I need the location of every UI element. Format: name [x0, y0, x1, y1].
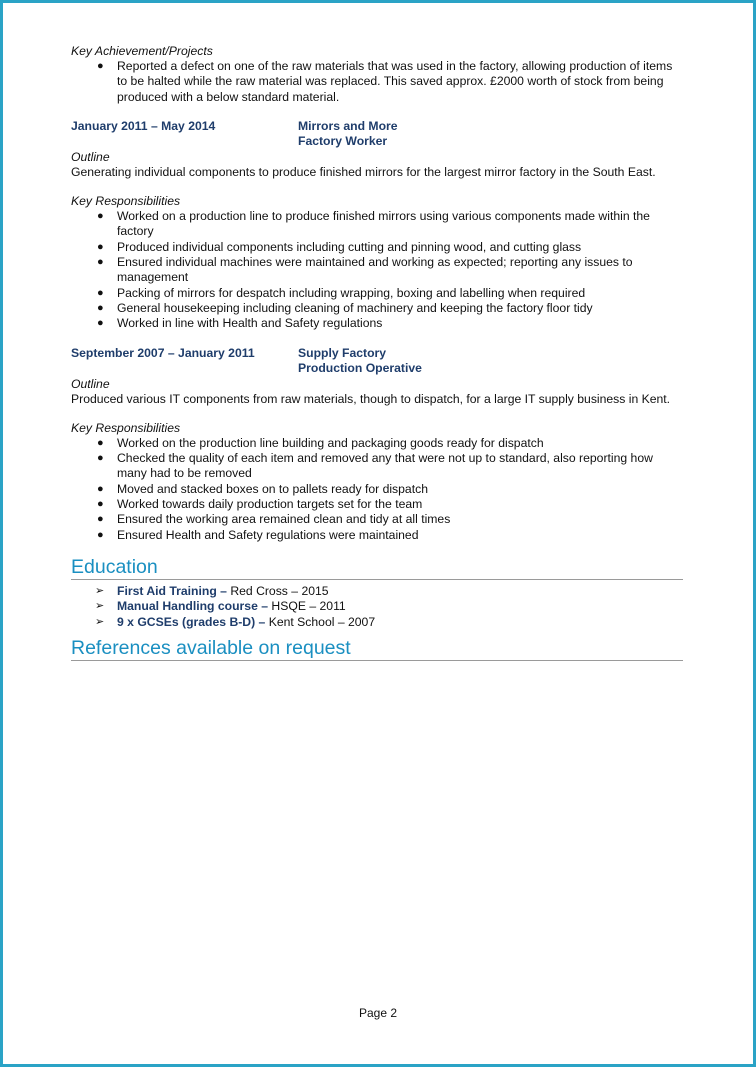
list-item: ● Packing of mirrors for despatch including wrapping, boxing and labelling when required [97, 285, 586, 300]
list-item: ● Produced individual components including cutting and pinning wood, and cutting glass [97, 239, 582, 254]
responsibilities-label: Key Responsibilities [71, 420, 181, 435]
responsibilities-label: Key Responsibilities [71, 194, 181, 209]
job-title: Factory Worker [298, 134, 388, 149]
responsibilities-list [71, 436, 683, 543]
job-outline: Produced various IT components from raw materials, though to dispatch, for a large IT supply business in Kent. [71, 391, 671, 406]
bullet-icon: ● [97, 210, 104, 223]
bullet-icon: ● [97, 286, 104, 299]
list-item: ➢ Manual Handling course – HSQE – 2011 [95, 599, 346, 614]
bullet-icon: ● [97, 528, 104, 541]
bullet-icon: ● [97, 60, 104, 72]
bullet-icon: ● [97, 256, 104, 269]
references-heading: References available on request [71, 636, 683, 661]
bullet-icon: ● [97, 452, 104, 465]
list-item: ● Worked towards daily production targets set for the team [97, 497, 423, 512]
bullet-icon: ● [97, 317, 104, 330]
job-title: Production Operative [298, 361, 422, 376]
education-heading: Education [71, 555, 683, 580]
bullet-icon: ● [97, 240, 104, 253]
list-item: ● Ensured the working area remained clean and tidy at all times [97, 512, 451, 527]
job-header [71, 346, 683, 377]
bullet-icon: ● [97, 436, 104, 449]
outline-label: Outline [71, 376, 110, 391]
list-item: ● Moved and stacked boxes on to pallets ready for dispatch [97, 481, 428, 496]
job-header [71, 119, 683, 150]
outline-label: Outline [71, 149, 110, 164]
list-item: ➢ First Aid Training – Red Cross – 2015 [95, 583, 329, 598]
job-dates: January 2011 – May 2014 [71, 118, 216, 133]
list-item: ● Checked the quality of each item and removed any that were not up to standard, also reporting how many had to be removed [97, 451, 653, 481]
list-item: ● Worked on the production line building and packaging goods ready for dispatch [97, 435, 544, 450]
arrow-bullet-icon: ➢ [95, 615, 105, 628]
list-item: ● Worked on a production line to produce finished mirrors using various components made within the factory [97, 209, 650, 239]
job-outline: Generating individual components to produce finished mirrors for the largest mirror factory in the South East. [71, 164, 656, 179]
responsibilities-list [71, 209, 683, 331]
list-item: ● Ensured individual machines were maintained and working as expected; reporting any issues to management [97, 255, 633, 285]
bullet-icon: ● [97, 513, 104, 526]
job-dates: September 2007 – January 2011 [71, 345, 255, 360]
education-list [71, 584, 683, 631]
achievements-list [71, 59, 683, 105]
bullet-icon: ● [97, 301, 104, 314]
bullet-icon: ● [97, 482, 104, 495]
list-item: ● General housekeeping including cleaning of machinery and keeping the factory floor tidy [97, 300, 593, 315]
list-item: ● Worked in line with Health and Safety regulations [97, 316, 383, 331]
achievements-heading: Key Achievement/Projects [71, 44, 213, 58]
arrow-bullet-icon: ➢ [95, 600, 105, 613]
bullet-icon: ● [97, 498, 104, 511]
document-body [71, 44, 683, 661]
job-company: Supply Factory [298, 345, 387, 360]
list-item: ● Ensured Health and Safety regulations were maintained [97, 527, 419, 542]
arrow-bullet-icon: ➢ [95, 584, 105, 597]
job-company: Mirrors and More [298, 118, 398, 133]
page-number: Page 2 [358, 1006, 398, 1020]
list-item: ➢ 9 x GCSEs (grades B-D) – Kent School – 2007 [95, 614, 376, 629]
list-item: ● Reported a defect on one of the raw materials that was used in the factory, allowing production of items to be halted while the raw material was replaced. This saved approx. £2000 worth of stock from being produced with a below standard material. [97, 59, 673, 104]
